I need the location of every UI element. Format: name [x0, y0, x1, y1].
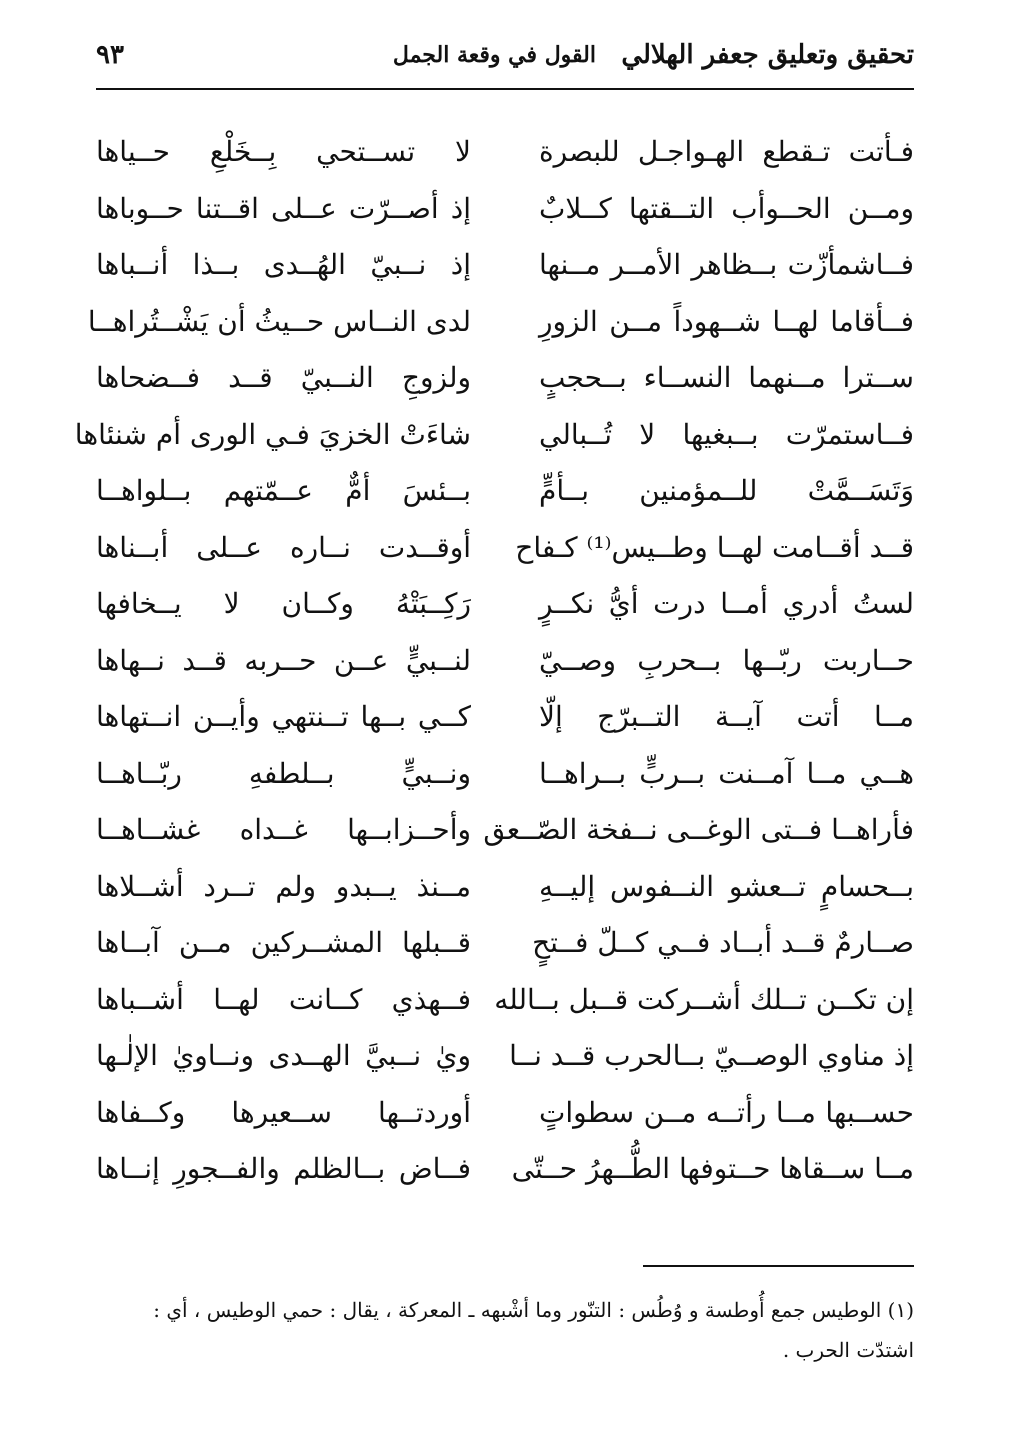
poem [74, 128, 914, 1202]
section-title: القول في وقعة الجمل [392, 42, 596, 68]
poem-verse [96, 354, 914, 411]
poem-verse [96, 524, 914, 581]
verse-second-hemistich: ونــبيٍّ بــلطفهِ ربّــاهــا [96, 756, 471, 790]
verse-first-hemistich: حــاربت ربّــها بــحربِ وصــيّ [539, 643, 914, 677]
book-title: تحقيق وتعليق جعفر الهلالي [621, 40, 914, 70]
verse-first-hemistich: مــا ســقاها حــتوفها الطُّــهرُ حــتّى [511, 1152, 914, 1185]
verse-second-hemistich: شاءَتْ الخزيَ فـي الورى أم شنئاها [74, 417, 471, 451]
footnote-divider [643, 1265, 914, 1267]
header-divider [96, 88, 914, 90]
verse-second-hemistich: إذ أصــرّت عــلى اقــتنا حــوباها [96, 191, 471, 225]
verse-second-hemistich: كــي بــها تــنتهي وأيــن انــتهاها [96, 700, 471, 733]
poem-verse [96, 467, 914, 524]
verse-second-hemistich: فــهذي كــانت لهــا أشــباها [96, 982, 471, 1016]
verse-first-hemistich: فــأقاما لهــا شــهوداً مــن الزورِ [539, 304, 914, 338]
poem-verse [96, 241, 914, 298]
verse-second-hemistich: وأحــزابــها غــداه غشــاهــا [96, 813, 471, 846]
verse-second-hemistich: ولزوجِ النــبيّ قــد فــضحاها [96, 361, 471, 394]
verse-second-hemistich: إذ نــبيّ الهُــدى بــذا أنــباها [96, 248, 471, 281]
verse-first-hemistich: ســترا مــنهما النســاء بــحجبٍ [539, 361, 914, 394]
poem-verse [96, 919, 914, 976]
verse-first-hemistich: مــا أتت آيــة التــبرّج إلّا [539, 700, 914, 733]
verse-first-hemistich: وَتَسَــمَّتْ للــمؤمنين بــأمٍّ [539, 474, 914, 507]
poem-verse [96, 1145, 914, 1202]
verse-first-hemistich: فــاشمأزّت بــظاهر الأمــر مــنها [539, 248, 914, 281]
poem-verse [74, 411, 914, 468]
verse-first-hemistich: ومــن الحــوأب التــقتها كــلابٌ [539, 191, 914, 225]
poem-verse [96, 637, 914, 694]
poem-verse [96, 185, 914, 242]
verse-second-hemistich: أوقــدت نــاره عــلى أبــناها [96, 530, 471, 564]
poem-verse [96, 750, 914, 807]
page-number: ٩٣ [96, 40, 124, 70]
verse-second-hemistich: أوردتــها ســعيرها وكــفاها [96, 1095, 471, 1129]
poem-verse [96, 580, 914, 637]
verse-first-hemistich: فـأتت تـقطع الهـواجـل للبصرة [539, 135, 914, 168]
verse-first-hemistich: إن تكــن تــلك أشــركت قــبل بــالله [494, 982, 914, 1016]
verse-first-hemistich: فأراهــا فــتى الوغــى نــفخة الصّــعق [483, 813, 914, 846]
verse-first-hemistich: فــاستمرّت بــبغيها لا تُــبالي [539, 417, 914, 451]
poem-verse [96, 863, 914, 920]
verse-first-hemistich: لستُ أدري أمــا درت أيُّ نكــرٍ [539, 587, 914, 620]
verse-second-hemistich: لا تســتحي بِــخَلْعِ حــياها [96, 135, 471, 168]
verse-first-hemistich: بــحسامٍ تــعشو النــفوس إليــهِ [539, 869, 914, 903]
poem-verse [96, 128, 914, 185]
poem-verse [96, 806, 914, 863]
verse-first-hemistich: إذ مناوي الوصــيّ بــالحرب قــد نــا [509, 1039, 914, 1072]
verse-first-hemistich: قــد أقــامت لهــا وطــيس⁽¹⁾ كـفاح [515, 530, 914, 564]
verse-second-hemistich: مــنذ يــبدو ولم تــرد أشــلاها [96, 869, 471, 903]
verse-first-hemistich: حســبها مــا رأتــه مــن سطواتٍ [539, 1095, 914, 1129]
verse-second-hemistich: رَكِــبَتْهُ وكــان لا يــخافها [96, 587, 471, 620]
verse-first-hemistich: صــارمٌ قــد أبــاد فــي كــلّ فــتحٍ [532, 926, 914, 959]
verse-first-hemistich: هــي مــا آمــنت بــربٍّ بــراهــا [539, 756, 914, 790]
verse-second-hemistich: لنــبيٍّ عــن حــربه قــد نــهاها [96, 643, 471, 677]
poem-verse [96, 693, 914, 750]
verse-second-hemistich: قــبلها المشــركين مــن آبــاها [96, 926, 471, 959]
poem-verse [87, 298, 914, 355]
poem-verse [96, 976, 914, 1033]
verse-second-hemistich: بــئسَ أمٌّ عــمّتهم بــلواهــا [96, 474, 471, 507]
verse-second-hemistich: لدى النــاس حــيثُ أن يَشْــتُراهــا [87, 304, 471, 338]
verse-second-hemistich: ويٰ نــبيَّ الهــدى ونــاويٰ الإلٰـها [96, 1039, 471, 1072]
poem-verse [96, 1032, 914, 1089]
verse-second-hemistich: فــاض بــالظلم والفــجورِ إنــاها [96, 1152, 471, 1185]
footnote: (١) الوطيس جمع أُوطسة و وُطُس : التنّور وما أشْبهه ـ المعركة ، يقال : حمي الوطيس ، أي : اشتدّت الحرب . [153, 1298, 914, 1362]
poem-verse [96, 1089, 914, 1146]
page-header [96, 40, 914, 84]
